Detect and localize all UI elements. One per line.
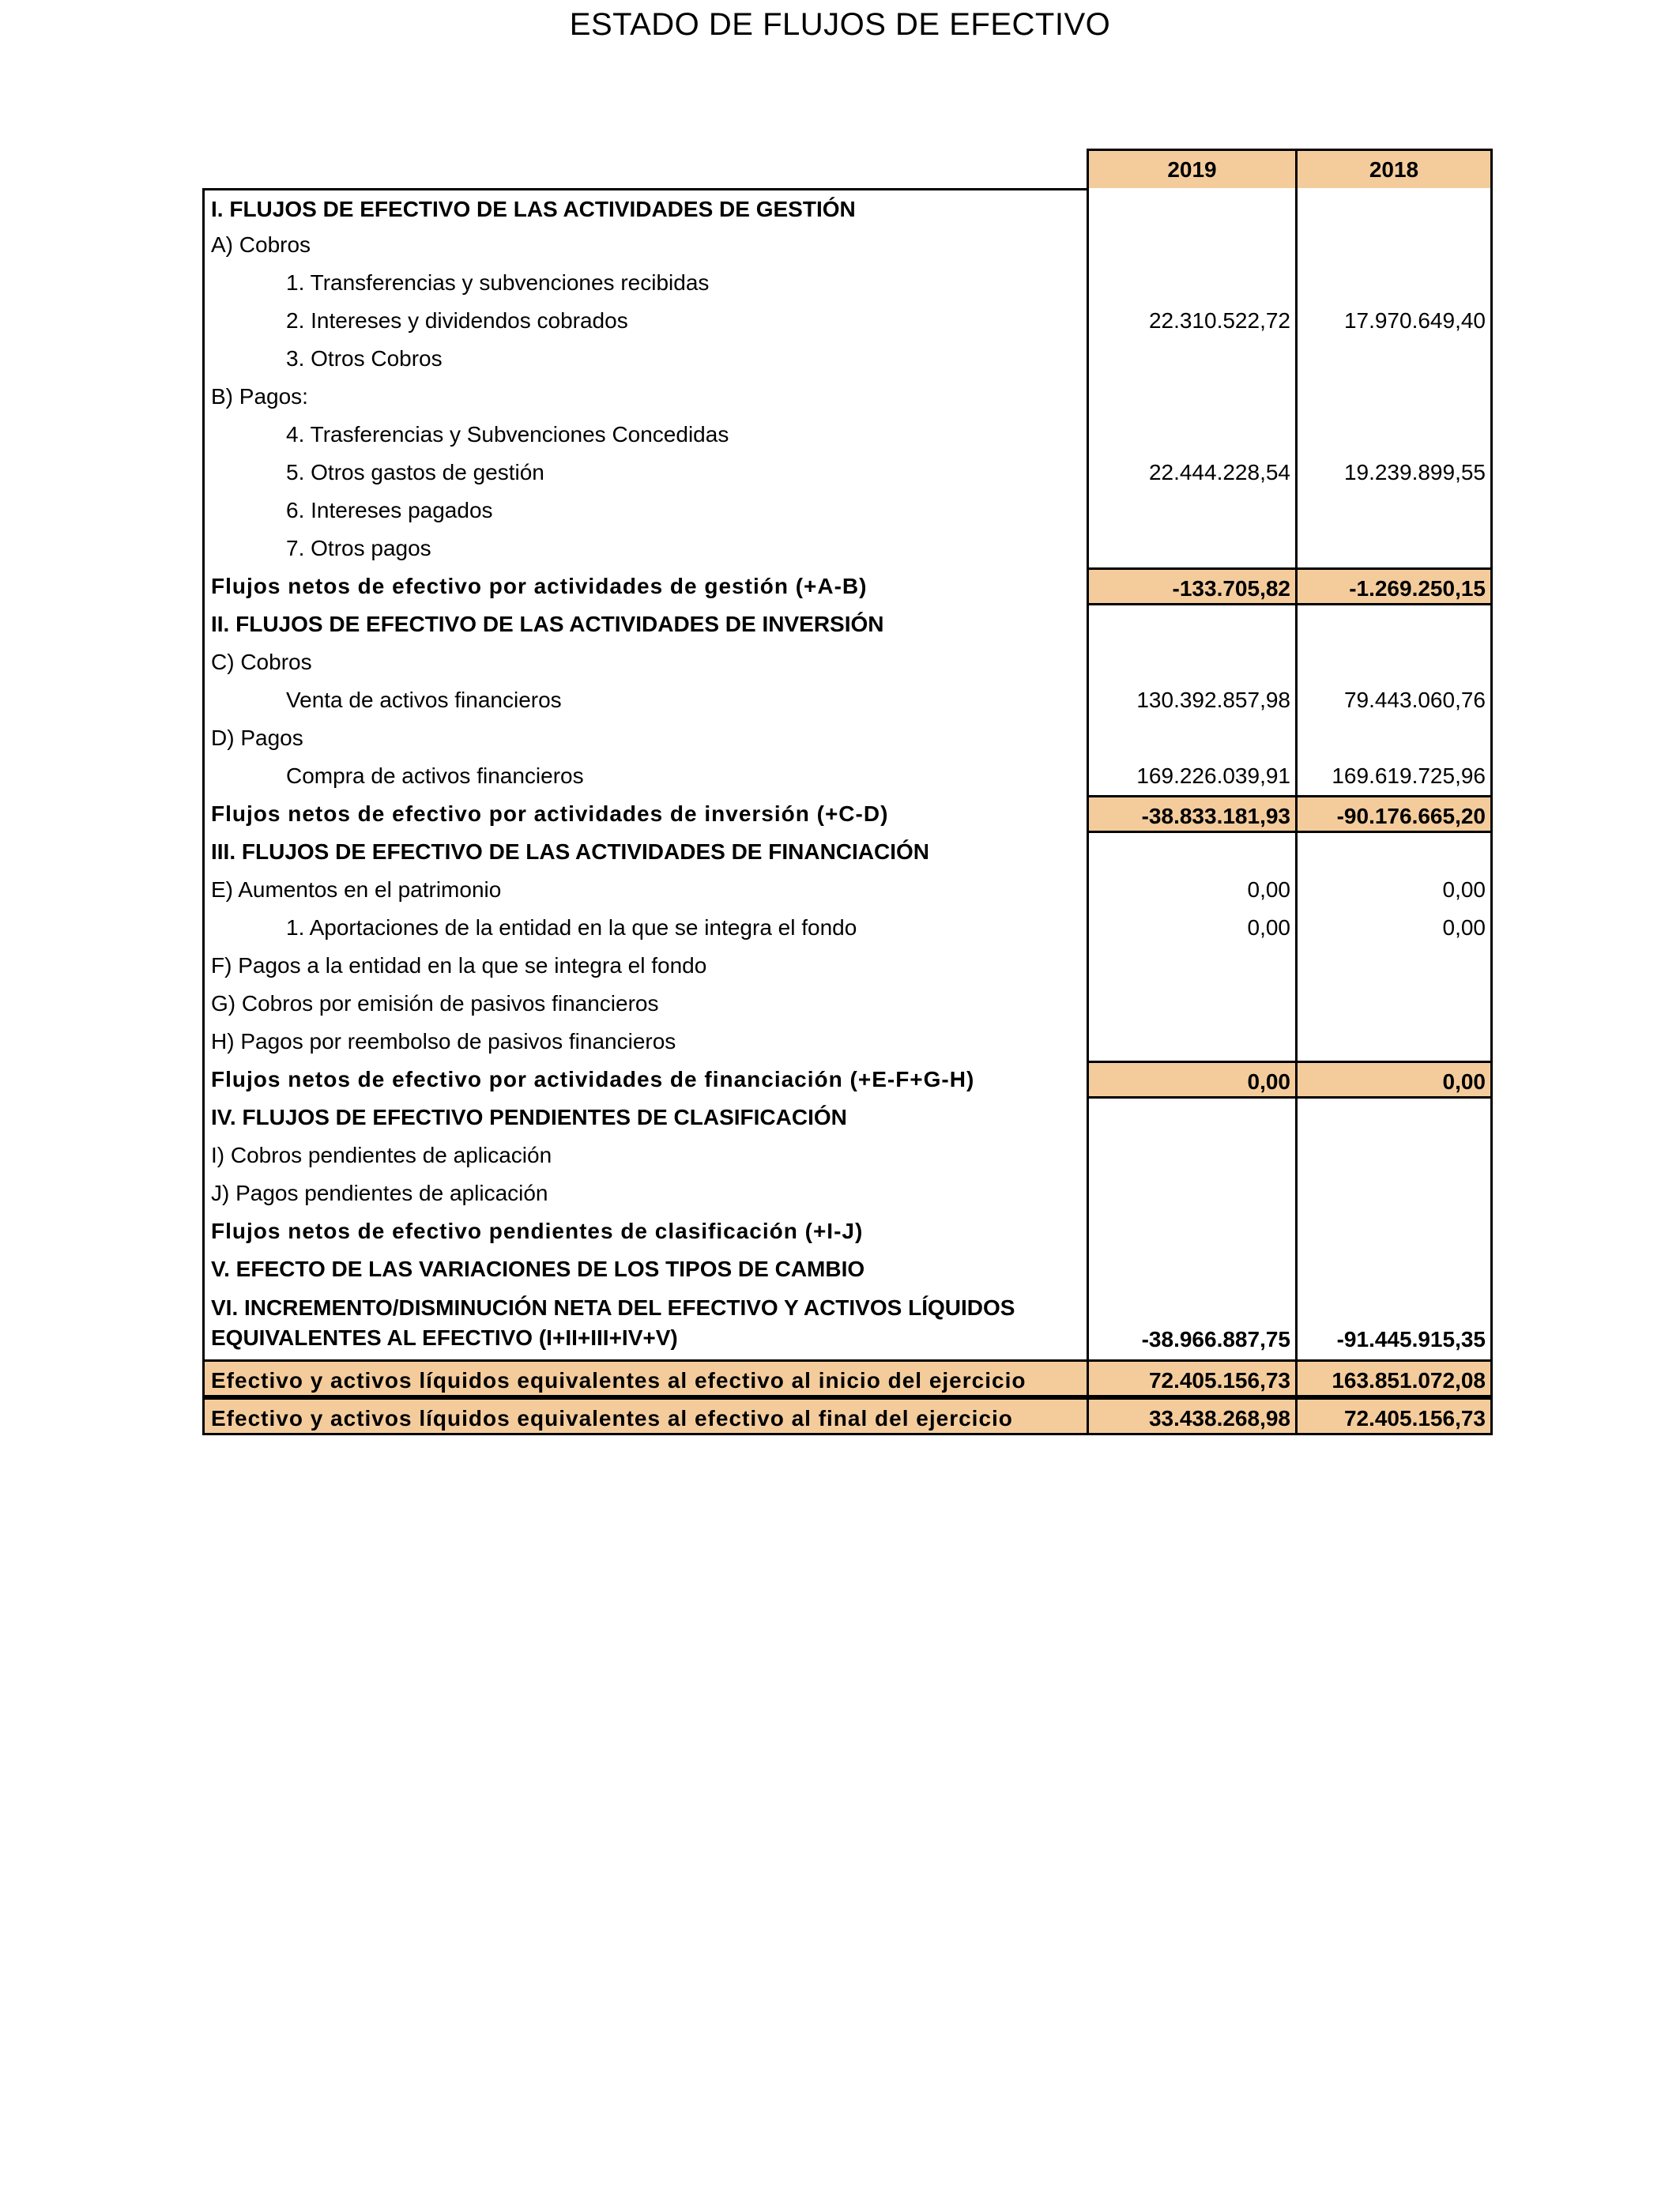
value-2019: 130.392.857,98	[1087, 681, 1295, 719]
value-2018	[1295, 1250, 1493, 1288]
value-2019	[1087, 226, 1295, 264]
value-2019: 0,00	[1087, 909, 1295, 947]
value-2019	[1087, 1212, 1295, 1250]
item-label: 1. Transferencias y subvenciones recibidas	[202, 264, 1087, 302]
subsection-label: C) Cobros	[202, 643, 1087, 681]
value-2019	[1087, 833, 1295, 871]
value-2018: 0,00	[1295, 1061, 1493, 1099]
item-label: Compra de activos financieros	[202, 757, 1087, 795]
value-2019	[1087, 719, 1295, 757]
value-2018	[1295, 643, 1493, 681]
value-2019	[1087, 1023, 1295, 1061]
item-label: 4. Trasferencias y Subvenciones Concedidas	[202, 416, 1087, 454]
item-label: 3. Otros Cobros	[202, 340, 1087, 378]
value-2019	[1087, 530, 1295, 567]
item-label: Venta de activos financieros	[202, 681, 1087, 719]
value-2018	[1295, 530, 1493, 567]
item-label: 5. Otros gastos de gestión	[202, 454, 1087, 492]
column-header-2019: 2019	[1087, 149, 1295, 188]
value-2018	[1295, 492, 1493, 530]
value-2018: 17.970.649,40	[1295, 302, 1493, 340]
section-heading-label: V. EFECTO DE LAS VARIACIONES DE LOS TIPOS DE CAMBIO	[202, 1250, 1087, 1288]
item-label: 6. Intereses pagados	[202, 492, 1087, 530]
value-2018	[1295, 416, 1493, 454]
section-heading-label: I. FLUJOS DE EFECTIVO DE LAS ACTIVIDADES DE GESTIÓN	[202, 188, 1087, 226]
value-2019	[1087, 1099, 1295, 1137]
value-2018: -90.176.665,20	[1295, 795, 1493, 833]
value-2019: -38.966.887,75	[1087, 1288, 1295, 1359]
value-2019	[1087, 947, 1295, 985]
closing-balance-label: Efectivo y activos líquidos equivalentes al efectivo al final del ejercicio	[202, 1397, 1087, 1435]
item-label: 2. Intereses y dividendos cobrados	[202, 302, 1087, 340]
table-body	[202, 188, 1493, 1435]
value-2018	[1295, 188, 1493, 226]
net-change-label: VI. INCREMENTO/DISMINUCIÓN NETA DEL EFECTIVO Y ACTIVOS LÍQUIDOS EQUIVALENTES AL EFECTIVO (I+II+III+IV+V)	[202, 1288, 1087, 1359]
value-2019	[1087, 378, 1295, 416]
value-2019: 22.444.228,54	[1087, 454, 1295, 492]
item-label: 7. Otros pagos	[202, 530, 1087, 567]
value-2019	[1087, 340, 1295, 378]
opening-balance-label: Efectivo y activos líquidos equivalentes al efectivo al inicio del ejercicio	[202, 1359, 1087, 1397]
value-2018: 169.619.725,96	[1295, 757, 1493, 795]
value-2019	[1087, 188, 1295, 226]
section-heading-label: II. FLUJOS DE EFECTIVO DE LAS ACTIVIDADES DE INVERSIÓN	[202, 605, 1087, 643]
value-2019: 0,00	[1087, 1061, 1295, 1099]
subtotal-label: Flujos netos de efectivo por actividades de gestión (+A-B)	[202, 567, 1087, 605]
value-2018	[1295, 1099, 1493, 1137]
value-2019	[1087, 1137, 1295, 1174]
section-heading-label: III. FLUJOS DE EFECTIVO DE LAS ACTIVIDADES DE FINANCIACIÓN	[202, 833, 1087, 871]
subsection-label: A) Cobros	[202, 226, 1087, 264]
value-2018: 19.239.899,55	[1295, 454, 1493, 492]
value-2019: -133.705,82	[1087, 567, 1295, 605]
value-2018: -1.269.250,15	[1295, 567, 1493, 605]
value-2019	[1087, 1250, 1295, 1288]
value-2018: -91.445.915,35	[1295, 1288, 1493, 1359]
subtotal-label: Flujos netos de efectivo pendientes de clasificación (+I-J)	[202, 1212, 1087, 1250]
table-header	[202, 149, 1493, 188]
value-2019: 72.405.156,73	[1087, 1359, 1295, 1397]
value-2019: -38.833.181,93	[1087, 795, 1295, 833]
value-2018	[1295, 605, 1493, 643]
value-2018	[1295, 719, 1493, 757]
subsection-label: J) Pagos pendientes de aplicación	[202, 1174, 1087, 1212]
value-2018	[1295, 1023, 1493, 1061]
subsection-label: F) Pagos a la entidad en la que se integra el fondo	[202, 947, 1087, 985]
value-2018	[1295, 264, 1493, 302]
value-2019: 169.226.039,91	[1087, 757, 1295, 795]
item-label: 1. Aportaciones de la entidad en la que se integra el fondo	[202, 909, 1087, 947]
value-2019: 33.438.268,98	[1087, 1397, 1295, 1435]
value-2018: 79.443.060,76	[1295, 681, 1493, 719]
subtotal-label: Flujos netos de efectivo por actividades de inversión (+C-D)	[202, 795, 1087, 833]
value-2018	[1295, 985, 1493, 1023]
value-2018	[1295, 378, 1493, 416]
value-2018	[1295, 1174, 1493, 1212]
value-2019	[1087, 264, 1295, 302]
page-title: ESTADO DE FLUJOS DE EFECTIVO	[569, 7, 1111, 42]
subsection-label: I) Cobros pendientes de aplicación	[202, 1137, 1087, 1174]
value-2018: 72.405.156,73	[1295, 1397, 1493, 1435]
value-2018	[1295, 1137, 1493, 1174]
value-2018: 0,00	[1295, 871, 1493, 909]
subsection-label: H) Pagos por reembolso de pasivos financieros	[202, 1023, 1087, 1061]
header-spacer	[202, 149, 1087, 188]
subsection-label: B) Pagos:	[202, 378, 1087, 416]
column-header-2018: 2018	[1295, 149, 1493, 188]
value-2019	[1087, 985, 1295, 1023]
value-2018	[1295, 340, 1493, 378]
section-heading-label: IV. FLUJOS DE EFECTIVO PENDIENTES DE CLASIFICACIÓN	[202, 1099, 1087, 1137]
cash-flow-table	[202, 149, 1493, 1435]
value-2019	[1087, 605, 1295, 643]
value-2019	[1087, 416, 1295, 454]
subtotal-label: Flujos netos de efectivo por actividades de financiación (+E-F+G-H)	[202, 1061, 1087, 1099]
value-2019	[1087, 1174, 1295, 1212]
value-2018: 163.851.072,08	[1295, 1359, 1493, 1397]
value-2019	[1087, 643, 1295, 681]
subsection-label: D) Pagos	[202, 719, 1087, 757]
value-2018: 0,00	[1295, 909, 1493, 947]
subsection-label: E) Aumentos en el patrimonio	[202, 871, 1087, 909]
value-2018	[1295, 226, 1493, 264]
subsection-label: G) Cobros por emisión de pasivos financieros	[202, 985, 1087, 1023]
value-2018	[1295, 1212, 1493, 1250]
value-2018	[1295, 833, 1493, 871]
value-2019	[1087, 492, 1295, 530]
value-2019: 22.310.522,72	[1087, 302, 1295, 340]
value-2019: 0,00	[1087, 871, 1295, 909]
value-2018	[1295, 947, 1493, 985]
